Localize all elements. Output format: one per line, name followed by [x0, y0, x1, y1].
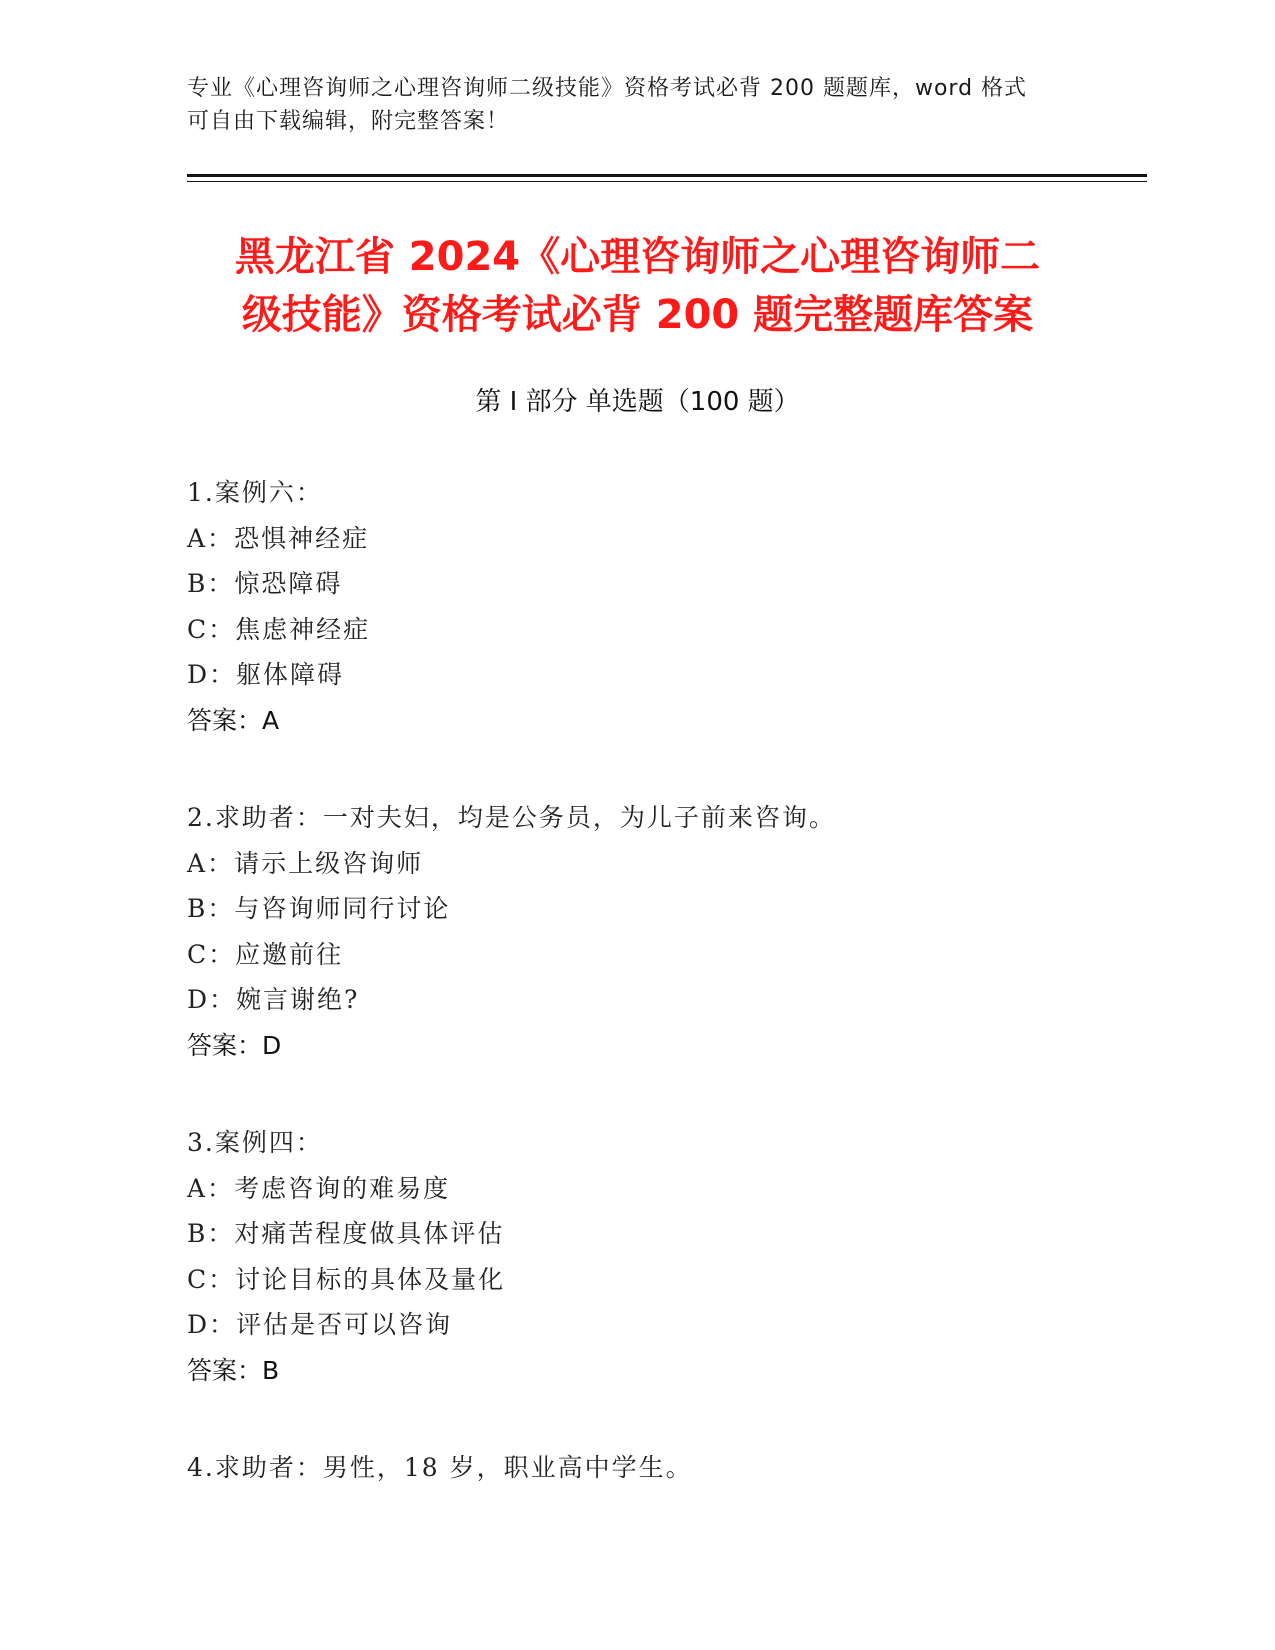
option-text: 躯体障碍: [236, 660, 345, 689]
option-key: D：: [187, 660, 237, 689]
answer: 答案：A: [187, 705, 280, 735]
option-c: [187, 607, 1147, 653]
option-key: B：: [187, 1219, 235, 1248]
option-key: B：: [187, 894, 235, 923]
option-text: 考虑咨询的难易度: [234, 1173, 451, 1203]
answer: 答案：B: [187, 1355, 280, 1385]
option-d: [187, 1302, 1147, 1348]
option-text: 应邀前往: [235, 939, 344, 969]
option-b: [187, 1211, 1147, 1257]
option-text: 恐惧神经症: [234, 523, 370, 553]
option-text: 惊恐障碍: [234, 569, 343, 598]
option-text: 请示上级咨询师: [234, 848, 424, 878]
option-key: C：: [187, 1264, 236, 1294]
answer: 答案：D: [187, 1030, 282, 1060]
document-title-line-2: 级技能》资格考试必背 200 题完整题库答案: [241, 292, 1034, 338]
question-stem: 2.求助者：一对夫妇，均是公务员，为儿子前来咨询。: [187, 803, 836, 832]
option-text: 评估是否可以咨询: [236, 1310, 453, 1339]
question-1: [187, 470, 1147, 743]
option-b: [187, 886, 1147, 932]
option-a: [187, 1166, 1147, 1212]
option-a: [187, 841, 1147, 887]
header-divider-thick: [187, 174, 1147, 177]
document-title: [150, 228, 1125, 344]
option-key: C：: [187, 939, 236, 969]
option-key: A：: [187, 523, 235, 553]
option-key: B：: [187, 569, 235, 598]
option-b: [187, 561, 1147, 607]
question-3: [187, 1120, 1147, 1393]
option-text: 焦虑神经症: [235, 614, 371, 644]
question-2: [187, 795, 1147, 1068]
option-c: [187, 1257, 1147, 1303]
section-heading: 第 I 部分 单选题（100 题）: [475, 387, 800, 417]
question-list: [187, 470, 1147, 1543]
option-key: D：: [187, 1310, 237, 1339]
option-text: 对痛苦程度做具体评估: [234, 1219, 505, 1248]
option-c: [187, 932, 1147, 978]
question-stem: 1.案例六：: [187, 478, 323, 507]
header-divider-thin: [187, 181, 1147, 182]
option-d: [187, 977, 1147, 1023]
question-stem: 3.案例四：: [187, 1128, 323, 1157]
option-key: A：: [187, 848, 235, 878]
option-d: [187, 652, 1147, 698]
question-4: [187, 1445, 1147, 1491]
header-note: [187, 72, 1087, 138]
option-key: A：: [187, 1173, 235, 1203]
option-key: C：: [187, 614, 236, 644]
option-key: D：: [187, 985, 237, 1014]
option-text: 婉言谢绝?: [236, 985, 360, 1014]
header-note-line-1: 专业《心理咨询师之心理咨询师二级技能》资格考试必背 200 题题库，word 格式: [187, 76, 1028, 101]
header-note-line-2: 可自由下载编辑，附完整答案！: [187, 109, 510, 134]
option-a: [187, 516, 1147, 562]
question-stem: 4.求助者：男性，18 岁，职业高中学生。: [187, 1453, 693, 1482]
option-text: 讨论目标的具体及量化: [235, 1264, 506, 1294]
option-text: 与咨询师同行讨论: [234, 894, 451, 923]
document-title-line-1: 黑龙江省 2024《心理咨询师之心理咨询师二: [234, 234, 1041, 280]
